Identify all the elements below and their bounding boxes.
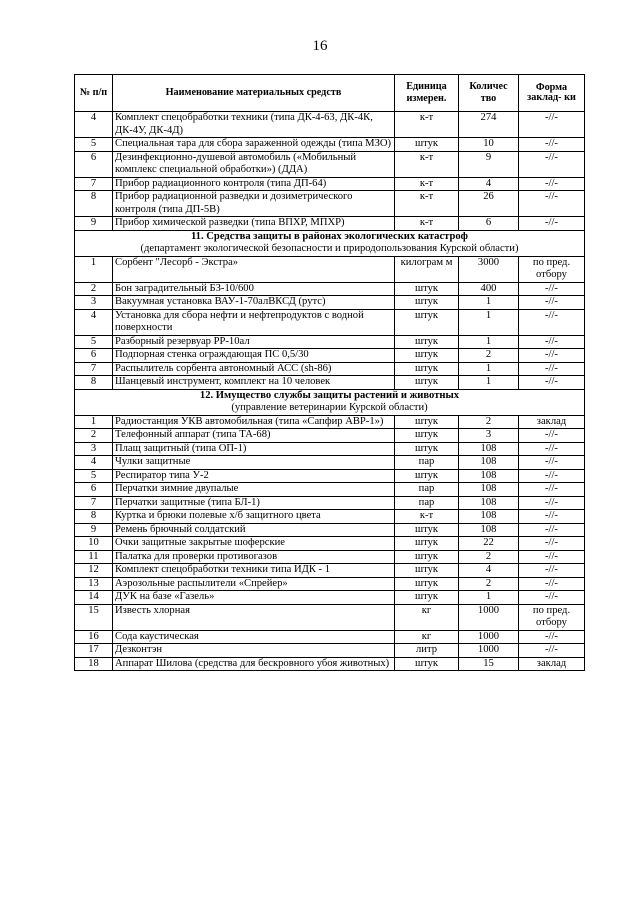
row-unit: кг <box>395 604 459 630</box>
row-unit: штук <box>395 469 459 483</box>
row-quantity: 9 <box>459 151 519 177</box>
row-name: Чулки защитные <box>113 456 395 470</box>
table-row <box>75 138 585 152</box>
row-form: -//- <box>519 442 585 456</box>
table-row <box>75 415 585 429</box>
row-name: Ремень брючный солдатский <box>113 523 395 537</box>
row-quantity: 4 <box>459 564 519 578</box>
table-row <box>75 510 585 524</box>
row-name: Перчатки защитные (типа БЛ-1) <box>113 496 395 510</box>
row-number: 15 <box>75 604 113 630</box>
row-name: Бон заградительный БЗ-10/600 <box>113 282 395 296</box>
row-name: Дезконтэн <box>113 644 395 658</box>
row-name: Распылитель сорбента автономный АСС (sh-86) <box>113 362 395 376</box>
row-number: 7 <box>75 496 113 510</box>
row-form: -//- <box>519 362 585 376</box>
row-name: Дезинфекционно-душевой автомобиль («Мобильный комплекс специальной обработки») (ДДА) <box>113 151 395 177</box>
row-name: Аппарат Шилова (средства для бескровного убоя животных) <box>113 657 395 671</box>
row-unit: к-т <box>395 112 459 138</box>
row-form: -//- <box>519 577 585 591</box>
row-quantity: 1000 <box>459 644 519 658</box>
row-form: -//- <box>519 112 585 138</box>
row-form: -//- <box>519 217 585 231</box>
row-unit: пар <box>395 496 459 510</box>
row-form: по пред. отбору <box>519 256 585 282</box>
row-form: заклад <box>519 415 585 429</box>
table-row <box>75 630 585 644</box>
row-unit: штук <box>395 138 459 152</box>
table-row <box>75 550 585 564</box>
row-unit: килограм м <box>395 256 459 282</box>
row-quantity: 108 <box>459 496 519 510</box>
row-name: Телефонный аппарат (типа ТА-68) <box>113 429 395 443</box>
row-name: Установка для сбора нефти и нефтепродуктов с водной поверхности <box>113 309 395 335</box>
row-number: 9 <box>75 523 113 537</box>
row-form: -//- <box>519 523 585 537</box>
table-row <box>75 537 585 551</box>
row-name: Сода каустическая <box>113 630 395 644</box>
row-name: Шанцевый инструмент, комплект на 10 человек <box>113 376 395 390</box>
table-row <box>75 191 585 217</box>
row-unit: штук <box>395 415 459 429</box>
row-form: -//- <box>519 591 585 605</box>
table-row <box>75 429 585 443</box>
row-number: 8 <box>75 376 113 390</box>
row-name: Очки защитные закрытые шоферские <box>113 537 395 551</box>
row-unit: штук <box>395 335 459 349</box>
row-unit: штук <box>395 657 459 671</box>
section-subtitle: (департамент экологической безопасности и природопользования Курской области) <box>140 243 519 254</box>
row-number: 7 <box>75 362 113 376</box>
table-header-row <box>75 75 585 112</box>
row-unit: штук <box>395 309 459 335</box>
row-quantity: 22 <box>459 537 519 551</box>
table-row <box>75 296 585 310</box>
table-row <box>75 335 585 349</box>
row-number: 9 <box>75 217 113 231</box>
row-form: -//- <box>519 282 585 296</box>
row-form: -//- <box>519 138 585 152</box>
row-unit: к-т <box>395 177 459 191</box>
row-number: 1 <box>75 415 113 429</box>
row-unit: штук <box>395 577 459 591</box>
row-number: 10 <box>75 537 113 551</box>
row-name: Комплект спецобработки техники типа ИДК - 1 <box>113 564 395 578</box>
row-name: Палатка для проверки противогазов <box>113 550 395 564</box>
row-number: 5 <box>75 138 113 152</box>
row-quantity: 108 <box>459 469 519 483</box>
row-quantity: 1 <box>459 362 519 376</box>
row-form: -//- <box>519 496 585 510</box>
row-unit: штук <box>395 296 459 310</box>
row-name: Прибор радиационной разведки и дозиметрического контроля (типа ДП-5В) <box>113 191 395 217</box>
table-row <box>75 564 585 578</box>
row-form: -//- <box>519 376 585 390</box>
materials-table <box>74 74 585 671</box>
row-quantity: 2 <box>459 415 519 429</box>
row-number: 7 <box>75 177 113 191</box>
table-row <box>75 309 585 335</box>
row-quantity: 108 <box>459 483 519 497</box>
row-number: 1 <box>75 256 113 282</box>
row-name: Специальная тара для сбора зараженной одежды (типа МЗО) <box>113 138 395 152</box>
row-number: 6 <box>75 349 113 363</box>
row-unit: штук <box>395 564 459 578</box>
row-name: Плащ защитный (типа ОП-1) <box>113 442 395 456</box>
section-header <box>75 389 585 415</box>
row-name: Комплект спецобработки техники (типа ДК-4-63, ДК-4К, ДК-4У, ДК-4Д) <box>113 112 395 138</box>
table-row <box>75 496 585 510</box>
row-number: 4 <box>75 456 113 470</box>
row-number: 16 <box>75 630 113 644</box>
table-row <box>75 644 585 658</box>
table-row <box>75 523 585 537</box>
row-number: 3 <box>75 442 113 456</box>
row-name: Вакуумная установка ВАУ-1-70алВКСД (рутс) <box>113 296 395 310</box>
row-form: по пред. отбору <box>519 604 585 630</box>
row-form: -//- <box>519 191 585 217</box>
row-quantity: 3 <box>459 429 519 443</box>
row-name: Радиостанция УКВ автомобильная (типа «Сапфир АВР-1») <box>113 415 395 429</box>
row-unit: кг <box>395 630 459 644</box>
table-row <box>75 456 585 470</box>
row-name: ДУК на базе «Газель» <box>113 591 395 605</box>
section-header <box>75 230 585 256</box>
row-quantity: 108 <box>459 523 519 537</box>
row-quantity: 108 <box>459 510 519 524</box>
table-row <box>75 376 585 390</box>
row-name: Известь хлорная <box>113 604 395 630</box>
table-row <box>75 349 585 363</box>
table-row <box>75 362 585 376</box>
table-body <box>75 112 585 671</box>
row-name: Респиратор типа У-2 <box>113 469 395 483</box>
table-row <box>75 442 585 456</box>
table-row <box>75 604 585 630</box>
row-number: 4 <box>75 309 113 335</box>
row-unit: штук <box>395 537 459 551</box>
row-name: Сорбент "Лесорб - Экстра» <box>113 256 395 282</box>
row-form: -//- <box>519 537 585 551</box>
row-quantity: 15 <box>459 657 519 671</box>
page-number: 16 <box>312 38 328 54</box>
row-quantity: 1000 <box>459 630 519 644</box>
row-number: 6 <box>75 483 113 497</box>
row-unit: к-т <box>395 217 459 231</box>
table-row <box>75 151 585 177</box>
row-number: 4 <box>75 112 113 138</box>
section-subtitle: (управление ветеринарии Курской области) <box>231 402 428 413</box>
row-name: Аэрозольные распылители «Спрейер» <box>113 577 395 591</box>
row-number: 6 <box>75 151 113 177</box>
row-unit: к-т <box>395 151 459 177</box>
header-form: Форма заклад- ки <box>519 75 585 112</box>
section-header-row <box>75 230 585 256</box>
row-form: -//- <box>519 564 585 578</box>
row-unit: штук <box>395 550 459 564</box>
row-quantity: 1 <box>459 309 519 335</box>
row-unit: штук <box>395 523 459 537</box>
table-row <box>75 112 585 138</box>
row-number: 8 <box>75 191 113 217</box>
header-num: № п/п <box>75 75 113 112</box>
row-quantity: 1 <box>459 376 519 390</box>
row-name: Прибор химической разведки (типа ВПХР, МПХР) <box>113 217 395 231</box>
table-row <box>75 577 585 591</box>
row-name: Перчатки зимние двупалые <box>113 483 395 497</box>
row-quantity: 3000 <box>459 256 519 282</box>
table-row <box>75 217 585 231</box>
row-form: -//- <box>519 630 585 644</box>
table-row <box>75 657 585 671</box>
row-number: 17 <box>75 644 113 658</box>
row-quantity: 1 <box>459 335 519 349</box>
row-quantity: 2 <box>459 550 519 564</box>
row-unit: к-т <box>395 191 459 217</box>
row-form: -//- <box>519 456 585 470</box>
section-title: 12. Имущество службы защиты растений и животных <box>199 389 460 401</box>
row-quantity: 274 <box>459 112 519 138</box>
row-number: 8 <box>75 510 113 524</box>
row-unit: штук <box>395 429 459 443</box>
row-unit: штук <box>395 442 459 456</box>
table-row <box>75 256 585 282</box>
row-form: заклад <box>519 657 585 671</box>
row-number: 5 <box>75 335 113 349</box>
row-number: 18 <box>75 657 113 671</box>
row-quantity: 26 <box>459 191 519 217</box>
row-form: -//- <box>519 296 585 310</box>
row-form: -//- <box>519 309 585 335</box>
row-unit: литр <box>395 644 459 658</box>
row-number: 13 <box>75 577 113 591</box>
row-form: -//- <box>519 550 585 564</box>
row-number: 2 <box>75 282 113 296</box>
row-unit: штук <box>395 362 459 376</box>
row-form: -//- <box>519 510 585 524</box>
row-form: -//- <box>519 151 585 177</box>
header-name: Наименование материальных средств <box>113 75 395 112</box>
row-unit: к-т <box>395 510 459 524</box>
row-number: 5 <box>75 469 113 483</box>
row-name: Разборный резервуар РР-10ал <box>113 335 395 349</box>
section-header-row <box>75 389 585 415</box>
row-form: -//- <box>519 469 585 483</box>
row-name: Подпорная стенка ограждающая ПС 0,5/30 <box>113 349 395 363</box>
header-unit: Единица измерен. <box>395 75 459 112</box>
row-quantity: 6 <box>459 217 519 231</box>
table-row <box>75 469 585 483</box>
table-row <box>75 177 585 191</box>
row-form: -//- <box>519 429 585 443</box>
row-quantity: 1 <box>459 591 519 605</box>
row-number: 12 <box>75 564 113 578</box>
row-name: Прибор радиационного контроля (типа ДП-64) <box>113 177 395 191</box>
row-form: -//- <box>519 483 585 497</box>
row-quantity: 1000 <box>459 604 519 630</box>
row-number: 3 <box>75 296 113 310</box>
row-quantity: 108 <box>459 456 519 470</box>
row-quantity: 10 <box>459 138 519 152</box>
row-unit: штук <box>395 591 459 605</box>
row-number: 14 <box>75 591 113 605</box>
row-unit: штук <box>395 349 459 363</box>
row-form: -//- <box>519 177 585 191</box>
section-title: 11. Средства защиты в районах экологических катастроф <box>190 230 469 242</box>
row-quantity: 1 <box>459 296 519 310</box>
table-row <box>75 282 585 296</box>
row-unit: штук <box>395 376 459 390</box>
row-quantity: 2 <box>459 577 519 591</box>
header-qty: Количес тво <box>459 75 519 112</box>
row-quantity: 2 <box>459 349 519 363</box>
row-form: -//- <box>519 644 585 658</box>
row-quantity: 4 <box>459 177 519 191</box>
row-form: -//- <box>519 349 585 363</box>
row-form: -//- <box>519 335 585 349</box>
row-number: 11 <box>75 550 113 564</box>
row-quantity: 400 <box>459 282 519 296</box>
row-name: Куртка и брюки полевые х/б защитного цвета <box>113 510 395 524</box>
row-unit: штук <box>395 282 459 296</box>
row-quantity: 108 <box>459 442 519 456</box>
row-unit: пар <box>395 483 459 497</box>
table-row <box>75 483 585 497</box>
table-row <box>75 591 585 605</box>
row-unit: пар <box>395 456 459 470</box>
row-number: 2 <box>75 429 113 443</box>
